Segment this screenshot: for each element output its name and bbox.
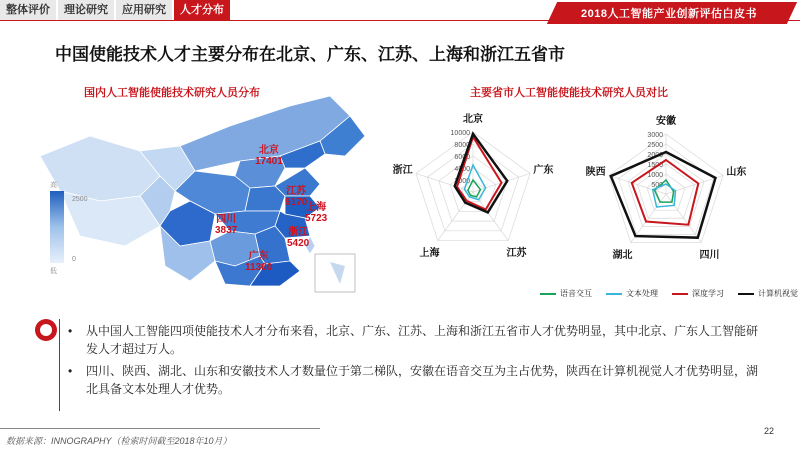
series-line [653,184,676,207]
bullet-dot-icon: • [68,364,73,378]
tick-label: 1500 [647,162,663,169]
bullet-item: • 从中国人工智能四项使能技术人才分布来看，北京、广东、江苏、上海和浙江五省市人才优势明显，其中北京、广东人工智能研发人才超过万人。 [68,324,759,356]
bullet-list [66,322,766,402]
legend-swatch-voice [540,293,556,295]
axis-label: 上海 [419,247,440,259]
axis-label: 山东 [726,167,747,179]
tick-label: 2000 [454,178,470,185]
tab-talent[interactable]: 人才分布 [174,0,232,20]
tick-label: 4000 [454,166,470,173]
tab-overall[interactable]: 整体评价 [0,0,58,20]
city-label-zhejiang: 浙江 5420 [287,227,310,249]
tick-label: 500 [651,182,663,189]
legend-swatch-deep [672,293,688,295]
logo-inner [40,324,52,336]
tab-application[interactable]: 应用研究 [116,0,174,20]
city-label-beijing: 北京 17401 [255,145,283,167]
legend-low-label: 低 [50,268,57,275]
tick-label: 8000 [454,142,470,149]
footer-divider [0,428,320,429]
axis-label: 浙江 [392,165,413,177]
legend-swatch-text [606,293,622,295]
grid-spoke [438,192,473,241]
series-line [632,160,699,225]
legend-swatch-vision [738,293,754,295]
radar-legend [540,288,798,299]
legend-max-label: 2500 [72,196,88,203]
city-label-guangdong: 广东 11360 [245,251,273,273]
axis-label: 北京 [463,114,483,125]
axis-label: 湖北 [612,249,633,261]
axis-label: 陕西 [585,167,606,179]
south-sea-islands [330,262,345,284]
tick-label: 6000 [454,154,470,161]
tick-label: 1000 [647,172,663,179]
city-label-jiangsu: 江苏 9170 [285,186,308,208]
axis-label: 江苏 [506,247,527,259]
city-label-sichuan: 四川 3837 [215,214,238,236]
tab-theory[interactable]: 理论研究 [58,0,116,20]
map-legend-bar [50,191,64,263]
radar-chart-major [378,104,568,274]
page-title: 中国使能技术人才主要分布在北京、广东、江苏、上海和浙江五省市 [55,45,565,64]
bullet-dot-icon: • [68,324,73,338]
legend-high-label: 高 [50,182,57,189]
legend-min-label: 0 [72,256,76,263]
map-title: 国内人工智能使能技术研究人员分布 [84,87,260,99]
page-number: 22 [763,426,774,436]
tick-label: 3000 [647,132,663,139]
tick-label: 10000 [450,130,470,137]
legend-item-voice: 语音交互 [540,288,592,299]
radar-title: 主要省市人工智能使能技术研究人员对比 [470,87,668,99]
axis-label: 四川 [699,249,720,261]
tick-label: 2000 [647,152,663,159]
tick-label: 2500 [647,142,663,149]
bullet-item: • 四川、陕西、湖北、山东和安徽技术人才数量位于第二梯队，安徽在语音交互为主占优势，陕西在计算机视觉人才优势明显，湖北具备文本处理人才优势。 [68,364,759,396]
city-label-shanghai: 上海 5723 [305,202,328,224]
data-source: 数据来源：INNOGRAPHY（检索时间截至2018年10月） [6,436,232,446]
legend-item-vision: 计算机视觉 [738,288,798,299]
bullet-divider [59,319,60,411]
legend-item-text: 文本处理 [606,288,658,299]
top-nav [0,0,232,20]
report-title: 2018人工智能产业创新评估白皮书 [581,8,757,20]
legend-item-deep: 深度学习 [672,288,724,299]
axis-label: 安徽 [656,116,676,127]
axis-label: 广东 [533,165,554,177]
radar-chart-second [566,104,756,274]
henan-region [245,186,285,211]
